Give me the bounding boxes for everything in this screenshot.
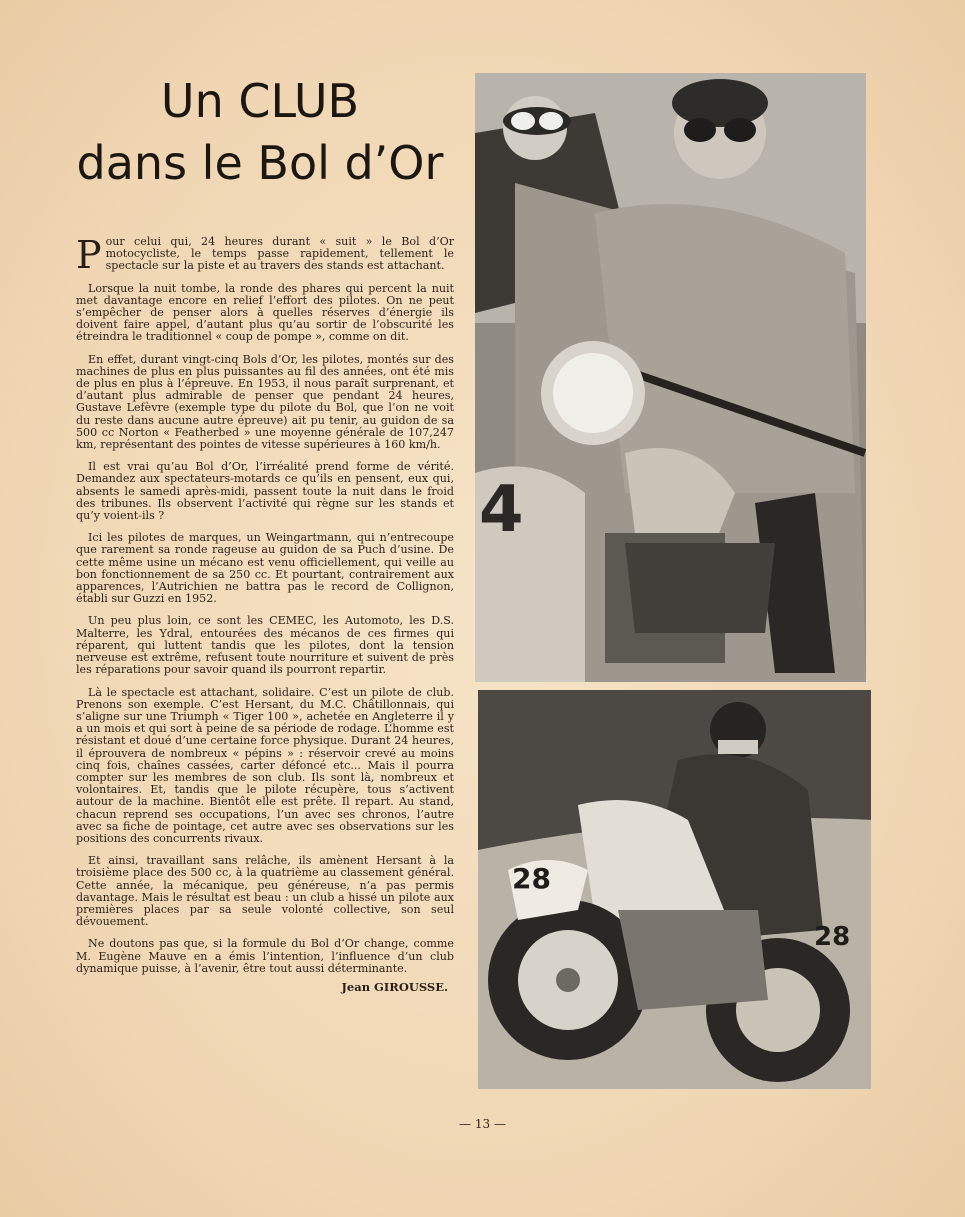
photo-rider-number-28	[478, 690, 871, 1089]
paragraph-8: Et ainsi, travaillant sans relâche, ils amènent Hersant à la troisième place des 500 cc, à la quatrième au classement général. Cette année, la mécanique, peu généreuse, n’a pas permis davantage. Mais le résultat est beau : un club a hissé un pilote aux premières places par sa seule volonté collective, son seul dévouement.	[76, 854, 454, 929]
paragraph-1: Pour celui qui, 24 heures durant « suit » le Bol d’Or motocycliste, le temps passe rapidement, tellement le spectacle sur la piste et au travers des stands est attachant.	[76, 233, 454, 277]
paragraph-9: Ne doutons pas que, si la formule du Bol d’Or change, comme M. Eugène Mauve en a émis l’intention, l’influence d’un club dynamique puisse, à l’avenir, être tout aussi déterminante.	[76, 937, 454, 975]
paragraph-2: Lorsque la nuit tombe, la ronde des phares qui percent la nuit met davantage encore en relief l’effort des pilotes. On ne peut s’empêcher de penser alors à quelles réserves d’énergie ils doivent faire appel, d’autant plus qu’au sortir de l’obscurité les étreindra le traditionnel « coup de pompe », comme on dit.	[76, 281, 454, 344]
page-number: — 13 —	[459, 1117, 506, 1131]
article-title	[60, 70, 460, 194]
article-body	[76, 233, 454, 994]
paragraph-7: Là le spectacle est attachant, solidaire. C’est un pilote de club. Prenons son exemple. C’est Hersant, du M.C. Châtillonnais, qui s’aligne sur une Triumph « Tiger 100 », achetée en Angleterre il y a un mois et qui sort à peine de sa période de rodage. L’homme est résistant et doué d’une certaine force physique. Durant 24 heures, il éprouvera de nombreux « pépins » : réservoir crevé au moins cinq fois, chaînes cassées, carter défoncé etc... Mais il pourra compter sur les membres de son club. Ils sont là, nombreux et volontaires. Et, tandis que le pilote récupère, tous s’activent autour de la machine. Bientôt elle est prête. Il repart. Au stand, chacun reprend ses occupations, l’un avec ses chronos, l’autre avec sa fiche de pointage, cet autre avec ses observations sur les positions des concurrents rivaux.	[76, 685, 454, 845]
photo-riders-illustration	[475, 73, 866, 682]
race-number-front: 28	[512, 862, 551, 895]
title-line-2: dans le Bol d’Or	[76, 136, 444, 190]
race-number-top: 4	[479, 473, 524, 547]
photo-riders-with-goggles	[475, 73, 866, 682]
paragraph-3: En effet, durant vingt-cinq Bols d’Or, les pilotes, montés sur des machines de plus en plus puissantes au fil des années, ont été mis de plus en plus à l’épreuve. En 1953, il nous paraît surprenant, et d’autant plus admirable de penser que pendant 24 heures, Gustave Lefèvre (exemple type du pilote du Bol, que l’on ne voit du reste dans aucune autre épreuve) ait pu tenir, au guidon de sa 500 cc Norton « Featherbed » une moyenne générale de 107,247 km, représentant des pointes de vitesse supérieures à 160 km/h.	[76, 352, 454, 452]
race-number-rear: 28	[814, 922, 851, 952]
drop-cap: P	[76, 233, 102, 277]
paragraph-5: Ici les pilotes de marques, un Weingartmann, qui n’entrecoupe que rarement sa ronde rageuse au guidon de sa Puch d’usine. De cette même usine un mécano est venu officiellement, qui veille au bon fonctionnement de sa 250 cc. Et pourtant, contrairement aux apparences, l’Autrichien ne battra pas le record de Collignon, établi sur Guzzi en 1952.	[76, 531, 454, 606]
paragraph-4: Il est vrai qu’au Bol d’Or, l’irréalité prend forme de vérité. Demandez aux spectateurs-motards ce qu’ils en pensent, eux qui, absents le samedi après-midi, passent toute la nuit dans le froid des tribunes. Ils observent l’activité qui règne sur les stands et qu’y voient-ils ?	[76, 460, 454, 523]
paragraph-6: Un peu plus loin, ce sont les CEMEC, les Automoto, les D.S. Malterre, les Ydral, entourées des mécanos de ces firmes qui réparent, qui luttent tandis que les pilotes, dont la tension nerveuse est extrême, refusent toute nourriture et suivent de près les réparations pour savoir quand ils pourront repartir.	[76, 614, 454, 677]
author-signature: Jean GIROUSSE.	[341, 979, 448, 994]
title-line-1: Un CLUB	[160, 74, 360, 128]
